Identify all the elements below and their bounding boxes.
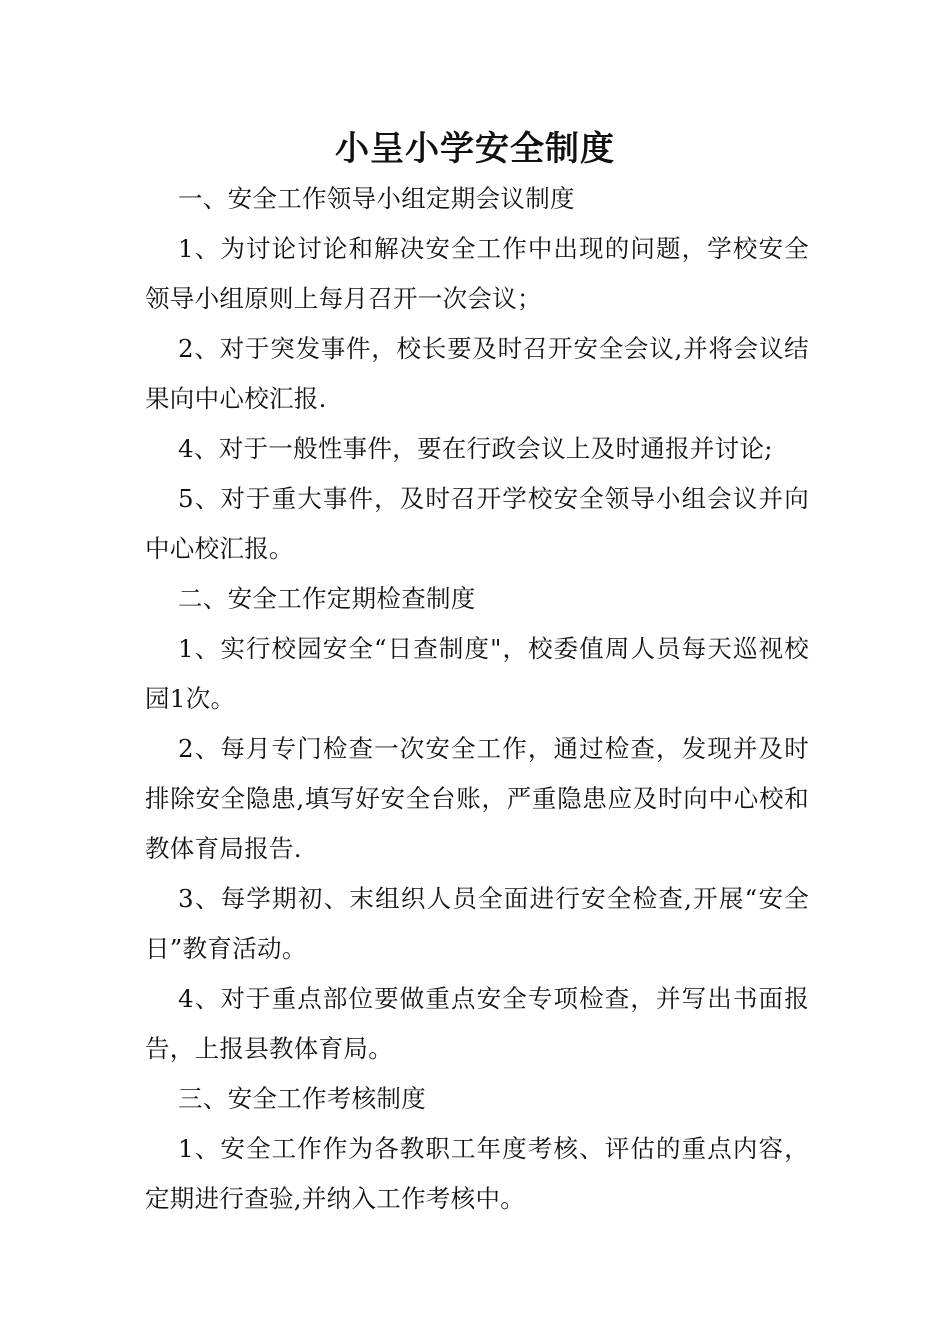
paragraph: 4、对于重点部位要做重点安全专项检查，并写出书面报告，上报县教体育局。 (145, 984, 809, 1063)
paragraph: 1、实行校园安全“日查制度"，校委值周人员每天巡视校园1次。 (145, 634, 809, 713)
paragraph: 5、对于重大事件，及时召开学校安全领导小组会议并向中心校汇报。 (145, 484, 809, 563)
document-body (145, 174, 809, 1224)
paragraph: 4、对于一般性事件，要在行政会议上及时通报并讨论; (178, 434, 773, 463)
section-heading-1: 一、安全工作领导小组定期会议制度 (178, 184, 575, 213)
paragraph: 2、每月专门检查一次安全工作，通过检查，发现并及时排除安全隐患,填写好安全台账，严重隐患应及时向中心校和教体育局报告. (145, 734, 809, 863)
document-title: 小呈小学安全制度 (335, 129, 615, 169)
section-heading-2: 二、安全工作定期检查制度 (178, 584, 476, 613)
section-heading-3: 三、安全工作考核制度 (178, 1084, 426, 1113)
paragraph: 1、为讨论讨论和解决安全工作中出现的问题，学校安全领导小组原则上每月召开一次会议； (145, 234, 809, 313)
paragraph: 3、每学期初、末组织人员全面进行安全检查,开展“安全日”教育活动。 (145, 884, 809, 963)
paragraph: 2、对于突发事件，校长要及时召开安全会议,并将会议结果向中心校汇报. (145, 334, 809, 413)
paragraph: 1、安全工作作为各教职工年度考核、评估的重点内容，定期进行查验,并纳入工作考核中。 (145, 1134, 809, 1213)
